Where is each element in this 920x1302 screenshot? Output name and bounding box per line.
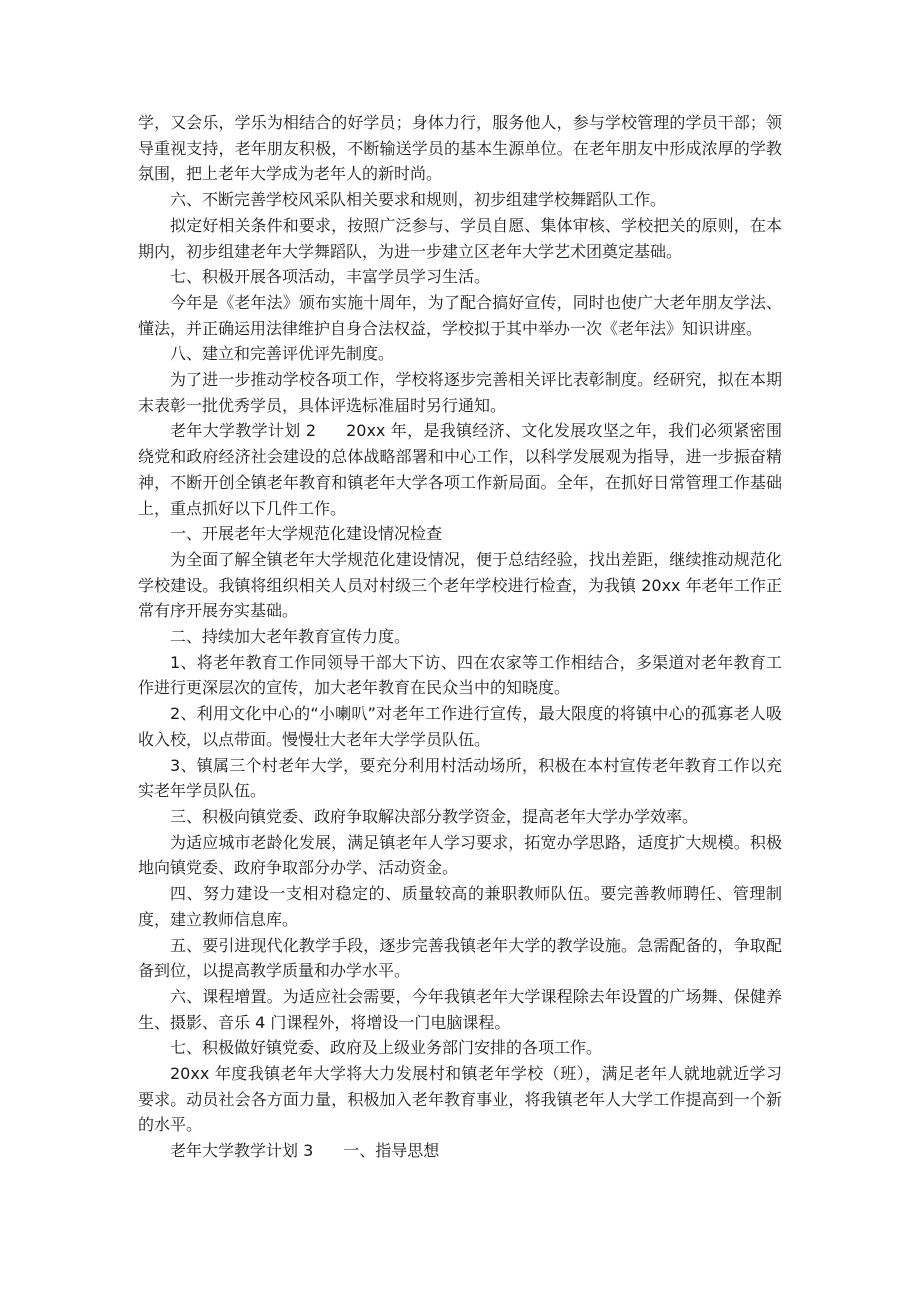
section-heading-5: 五、要引进现代化教学手段，逐步完善我镇老年大学的教学设施。急需配备的，争取配备到位，以提高教学质量和办学水平。 [138,935,782,981]
section-heading-6: 六、不断完善学校风采队相关要求和规则，初步组建学校舞蹈队工作。 [170,190,667,210]
plan-3-paragraph [138,1138,782,1164]
list-item-2: 2、利用文化中心的“小喇叭”对老年工作进行宣传，最大限度的将镇中心的孤寡老人吸收入校，以点带面。慢慢壮大老年大学学员队伍。 [138,704,782,749]
section-heading-1: 一、开展老年大学规范化建设情况检查 [170,524,443,544]
document-body [138,110,782,1164]
paragraph-1: 学，又会乐，学乐为相结合的好学员；身体力行，服务他人，参与学校管理的学员干部；领导重视支持，老年朋友积极，不断输送学员的基本生源单位。在老年朋友中形成浓厚的学教氛围，把上老年大学成为老年人的新时尚。 [138,113,782,184]
section-heading-7b: 七、积极做好镇党委、政府及上级业务部门安排的各项工作。 [170,1038,603,1058]
section-heading-7: 七、积极开展各项活动，丰富学员学习生活。 [170,267,491,287]
section-heading-4: 四、努力建设一支相对稳定的、质量较高的兼职教师队伍。要完善教师聘任、管理制度，建立教师信息库。 [138,884,782,929]
paragraph-10: 为全面了解全镇老年大学规范化建设情况，便于总结经验，找出差距，继续推动规范化学校建设。我镇将组织相关人员对村级三个老年学校进行检查，为我镇 20xx 年老年工作正常有序开展夯实基础。 [138,549,782,621]
paragraph-3: 拟定好相关条件和要求，按照广泛参与、学员自愿、集体审核、学校把关的原则，在本期内，初步组建老年大学舞蹈队，为进一步建立区老年大学艺术团奠定基础。 [138,215,782,261]
paragraph-16: 为适应城市老龄化发展，满足镇老年人学习要求，拓宽办学思路，适度扩大规模。积极地向镇党委、政府争取部分办学、活动资金。 [138,832,782,878]
plan-3-heading: 一、指导思想 [343,1141,440,1161]
paragraph-5: 今年是《老年法》颁布实施十周年，为了配合搞好宣传，同时也使广大老年朋友学法、懂法，并正确运用法律维护自身合法权益，学校拟于其中举办一次《老年法》知识讲座。 [138,292,782,338]
section-heading-2: 二、持续加大老年教育宣传力度。 [170,627,411,647]
plan-2-title: 老年大学教学计划 2 [170,421,317,441]
section-heading-8: 八、建立和完善评优评先制度。 [170,344,395,364]
plan-2-paragraph [138,418,782,521]
paragraph-21: 20xx 年度我镇老年大学将大力发展村和镇老年学校（班），满足老年人就地就近学习要求。动员社会各方面力量，积极加入老年教育事业，将我镇老年人大学工作提高到一个新的水平。 [138,1064,782,1135]
plan-3-title: 老年大学教学计划 3 [170,1141,314,1161]
plan-2-intro: 20xx 年，是我镇经济、文化发展攻坚之年，我们必须紧密围绕党和政府经济社会建设的总体战略部署和中心工作，以科学发展观为指导，进一步振奋精神，不断开创全镇老年教育和镇老年大学各项工作新局面。全年，在抓好日常管理工作基础上，重点抓好以下几件工作。 [138,421,782,518]
paragraph-7: 为了进一步推动学校各项工作，学校将逐步完善相关评比表彰制度。经研究，拟在本期末表彰一批优秀学员，具体评选标准届时另行通知。 [138,370,782,415]
section-heading-3: 三、积极向镇党委、政府争取解决部分教学资金，提高老年大学办学效率。 [170,806,699,826]
section-heading-6b: 六、课程增置。为适应社会需要，今年我镇老年大学课程除去年设置的广场舞、保健养生、摄影、音乐 4 门课程外，将增设一门电脑课程。 [138,986,782,1032]
list-item-3: 3、镇属三个村老年大学，要充分利用村活动场所，积极在本村宣传老年教育工作以充实老年学员队伍。 [138,755,782,801]
list-item-1: 1、将老年教育工作同领导干部大下访、四在农家等工作相结合，多渠道对老年教育工作进行更深层次的宣传，加大老年教育在民众当中的知晓度。 [138,652,782,698]
